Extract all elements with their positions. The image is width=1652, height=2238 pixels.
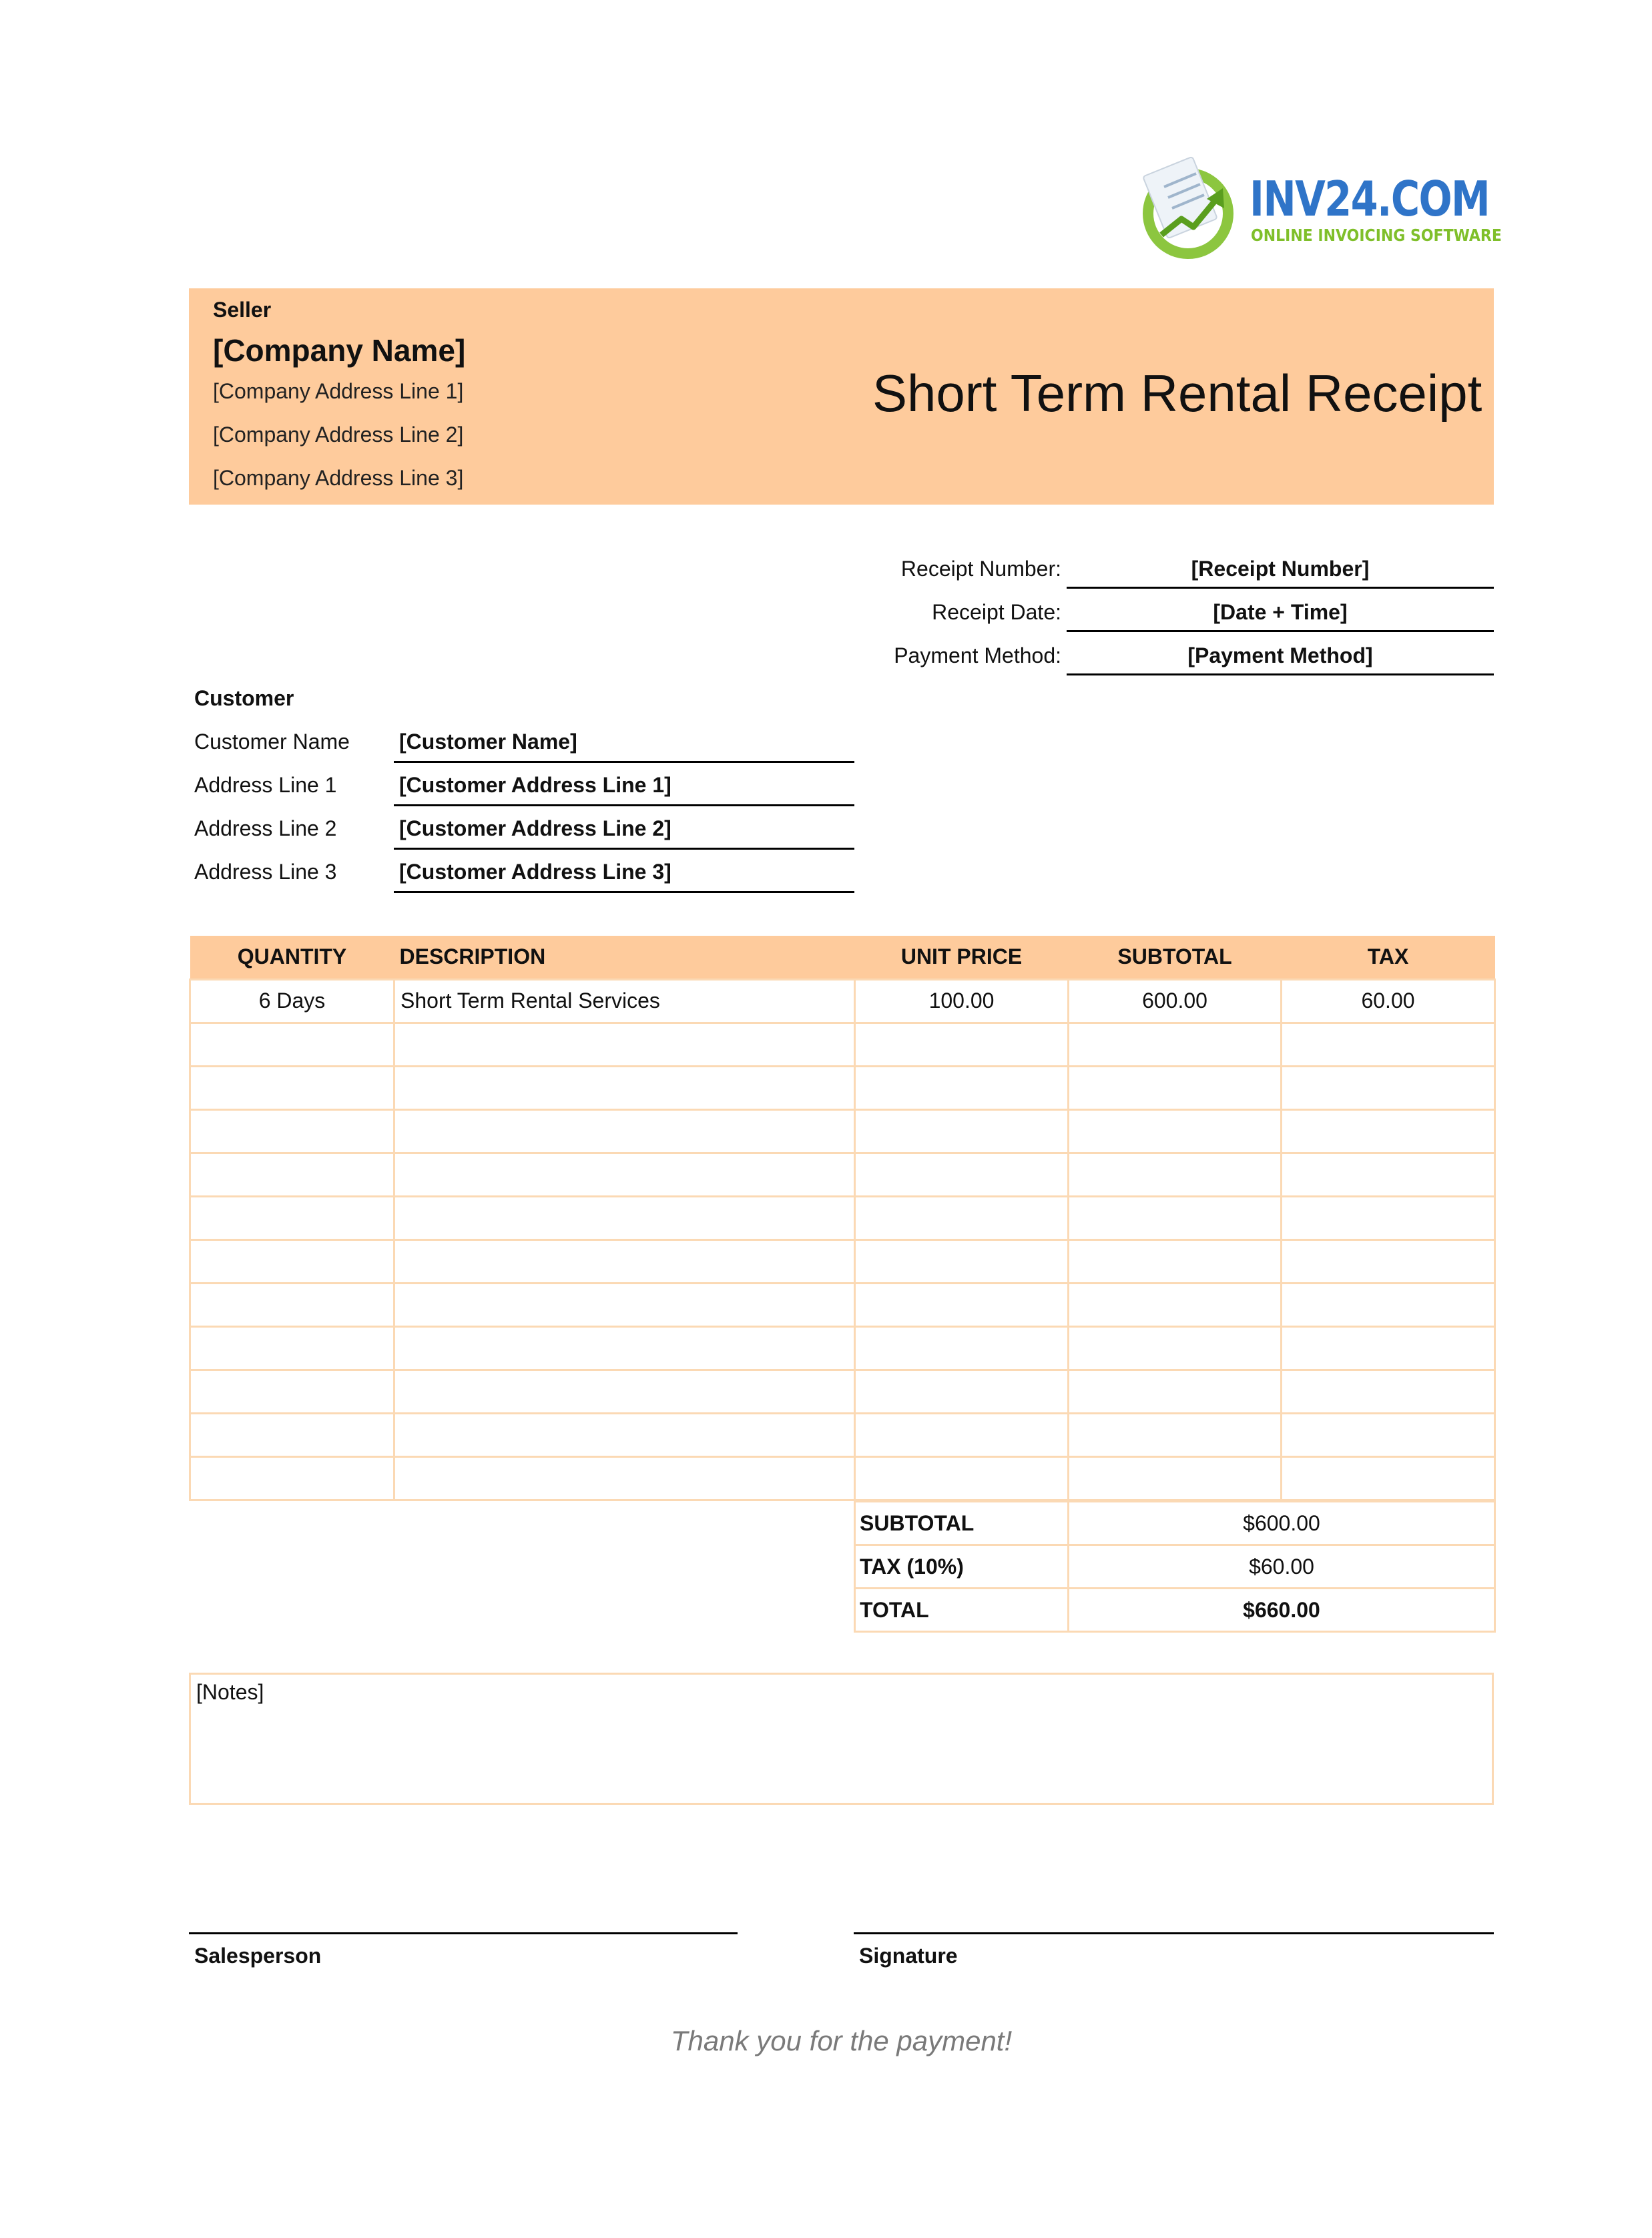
empty-cell bbox=[394, 1370, 855, 1413]
items-table bbox=[189, 936, 1496, 1501]
empty-cell bbox=[1282, 1153, 1495, 1196]
empty-cell bbox=[190, 1239, 394, 1283]
empty-cell bbox=[190, 1326, 394, 1370]
receipt-title: Short Term Rental Receipt bbox=[872, 364, 1482, 423]
company-address-line-1: [Company Address Line 1] bbox=[213, 379, 464, 403]
empty-cell bbox=[855, 1066, 1069, 1109]
logo-brand: INV24.COM bbox=[1250, 171, 1490, 227]
customer-name-label: Customer Name bbox=[194, 730, 350, 754]
header-quantity: QUANTITY bbox=[190, 936, 394, 979]
empty-cell bbox=[855, 1326, 1069, 1370]
empty-cell bbox=[394, 1456, 855, 1500]
totals-table bbox=[854, 1500, 1496, 1633]
empty-cell bbox=[1282, 1326, 1495, 1370]
empty-cell bbox=[394, 1239, 855, 1283]
tax-row bbox=[855, 1545, 1495, 1589]
table-row bbox=[190, 1196, 1495, 1239]
empty-cell bbox=[1282, 1239, 1495, 1283]
receipt-number-label: Receipt Number: bbox=[900, 557, 1061, 581]
empty-cell bbox=[855, 1370, 1069, 1413]
empty-cell bbox=[190, 1109, 394, 1153]
table-row bbox=[190, 1239, 1495, 1283]
empty-cell bbox=[1282, 1109, 1495, 1153]
customer-address-2-label: Address Line 2 bbox=[194, 816, 337, 840]
table-row bbox=[190, 1153, 1495, 1196]
empty-cell bbox=[1282, 1066, 1495, 1109]
empty-cell bbox=[394, 1196, 855, 1239]
empty-cell bbox=[855, 1239, 1069, 1283]
empty-cell bbox=[1069, 1326, 1282, 1370]
customer-address-2-value: [Customer Address Line 2] bbox=[394, 814, 854, 850]
empty-cell bbox=[394, 1153, 855, 1196]
empty-cell bbox=[1282, 1456, 1495, 1500]
item-unit-price: 100.00 bbox=[855, 979, 1069, 1023]
empty-cell bbox=[855, 1153, 1069, 1196]
items-header-row bbox=[190, 936, 1495, 979]
table-row bbox=[190, 1023, 1495, 1066]
empty-cell bbox=[190, 1413, 394, 1456]
table-row bbox=[190, 1326, 1495, 1370]
table-row bbox=[190, 979, 1495, 1023]
company-address-line-2: [Company Address Line 2] bbox=[213, 423, 464, 447]
empty-cell bbox=[394, 1066, 855, 1109]
customer-address-1-label: Address Line 1 bbox=[194, 773, 337, 797]
empty-cell bbox=[855, 1283, 1069, 1326]
customer-heading: Customer bbox=[194, 686, 294, 710]
empty-cell bbox=[190, 1456, 394, 1500]
empty-cell bbox=[1069, 1413, 1282, 1456]
table-row bbox=[190, 1413, 1495, 1456]
empty-cell bbox=[190, 1196, 394, 1239]
empty-cell bbox=[855, 1456, 1069, 1500]
item-quantity: 6 Days bbox=[190, 979, 394, 1023]
customer-address-3-label: Address Line 3 bbox=[194, 860, 337, 884]
empty-cell bbox=[190, 1370, 394, 1413]
tax-label: TAX (10%) bbox=[855, 1545, 1069, 1589]
customer-address-1-value: [Customer Address Line 1] bbox=[394, 770, 854, 806]
receipt-date-value: [Date + Time] bbox=[1067, 597, 1494, 632]
customer-name-value: [Customer Name] bbox=[394, 727, 854, 763]
empty-cell bbox=[190, 1023, 394, 1066]
company-address-line-3: [Company Address Line 3] bbox=[213, 466, 464, 490]
header-band bbox=[189, 288, 1494, 505]
header-description: DESCRIPTION bbox=[394, 936, 855, 979]
item-subtotal: 600.00 bbox=[1069, 979, 1282, 1023]
empty-cell bbox=[1069, 1239, 1282, 1283]
total-row bbox=[855, 1589, 1495, 1632]
total-value: $660.00 bbox=[1069, 1589, 1495, 1632]
customer-address-3-value: [Customer Address Line 3] bbox=[394, 857, 854, 893]
payment-method-value: [Payment Method] bbox=[1067, 641, 1494, 675]
empty-cell bbox=[1282, 1370, 1495, 1413]
payment-method-label: Payment Method: bbox=[894, 643, 1061, 667]
table-row bbox=[190, 1066, 1495, 1109]
header-unit-price: UNIT PRICE bbox=[855, 936, 1069, 979]
signature-label: Signature bbox=[859, 1944, 958, 1968]
table-row bbox=[190, 1370, 1495, 1413]
table-row bbox=[190, 1456, 1495, 1500]
empty-cell bbox=[394, 1283, 855, 1326]
subtotal-value: $600.00 bbox=[1069, 1502, 1495, 1545]
subtotal-label: SUBTOTAL bbox=[855, 1502, 1069, 1545]
receipt-date-label: Receipt Date: bbox=[932, 600, 1061, 624]
empty-cell bbox=[855, 1023, 1069, 1066]
empty-cell bbox=[855, 1196, 1069, 1239]
empty-cell bbox=[855, 1109, 1069, 1153]
header-subtotal: SUBTOTAL bbox=[1069, 936, 1282, 979]
empty-cell bbox=[1069, 1153, 1282, 1196]
empty-cell bbox=[1282, 1196, 1495, 1239]
table-row bbox=[190, 1109, 1495, 1153]
notes-box: [Notes] bbox=[189, 1673, 1494, 1805]
empty-cell bbox=[1069, 1109, 1282, 1153]
logo-emblem-icon bbox=[1135, 155, 1242, 262]
empty-cell bbox=[190, 1283, 394, 1326]
item-description: Short Term Rental Services bbox=[394, 979, 855, 1023]
subtotal-row bbox=[855, 1502, 1495, 1545]
thank-you-message: Thank you for the payment! bbox=[670, 2025, 1013, 2056]
seller-label: Seller bbox=[213, 298, 272, 322]
empty-cell bbox=[1069, 1196, 1282, 1239]
empty-cell bbox=[1069, 1283, 1282, 1326]
empty-cell bbox=[190, 1066, 394, 1109]
signature-line bbox=[854, 1932, 1494, 1934]
salesperson-line bbox=[189, 1932, 738, 1934]
inv24-logo bbox=[1135, 155, 1502, 262]
table-row bbox=[190, 1283, 1495, 1326]
empty-cell bbox=[394, 1109, 855, 1153]
empty-cell bbox=[1282, 1283, 1495, 1326]
empty-cell bbox=[1069, 1023, 1282, 1066]
logo-tagline: ONLINE INVOICING SOFTWARE bbox=[1251, 226, 1502, 245]
empty-cell bbox=[394, 1413, 855, 1456]
empty-cell bbox=[1282, 1023, 1495, 1066]
total-label: TOTAL bbox=[855, 1589, 1069, 1632]
empty-cell bbox=[1069, 1456, 1282, 1500]
item-tax: 60.00 bbox=[1282, 979, 1495, 1023]
empty-cell bbox=[1069, 1066, 1282, 1109]
header-tax: TAX bbox=[1282, 936, 1495, 979]
salesperson-label: Salesperson bbox=[194, 1944, 322, 1968]
empty-cell bbox=[1282, 1413, 1495, 1456]
tax-value: $60.00 bbox=[1069, 1545, 1495, 1589]
empty-cell bbox=[855, 1413, 1069, 1456]
receipt-number-value: [Receipt Number] bbox=[1067, 554, 1494, 589]
empty-cell bbox=[190, 1153, 394, 1196]
empty-cell bbox=[394, 1023, 855, 1066]
empty-cell bbox=[1069, 1370, 1282, 1413]
empty-cell bbox=[394, 1326, 855, 1370]
company-name: [Company Name] bbox=[213, 333, 466, 368]
